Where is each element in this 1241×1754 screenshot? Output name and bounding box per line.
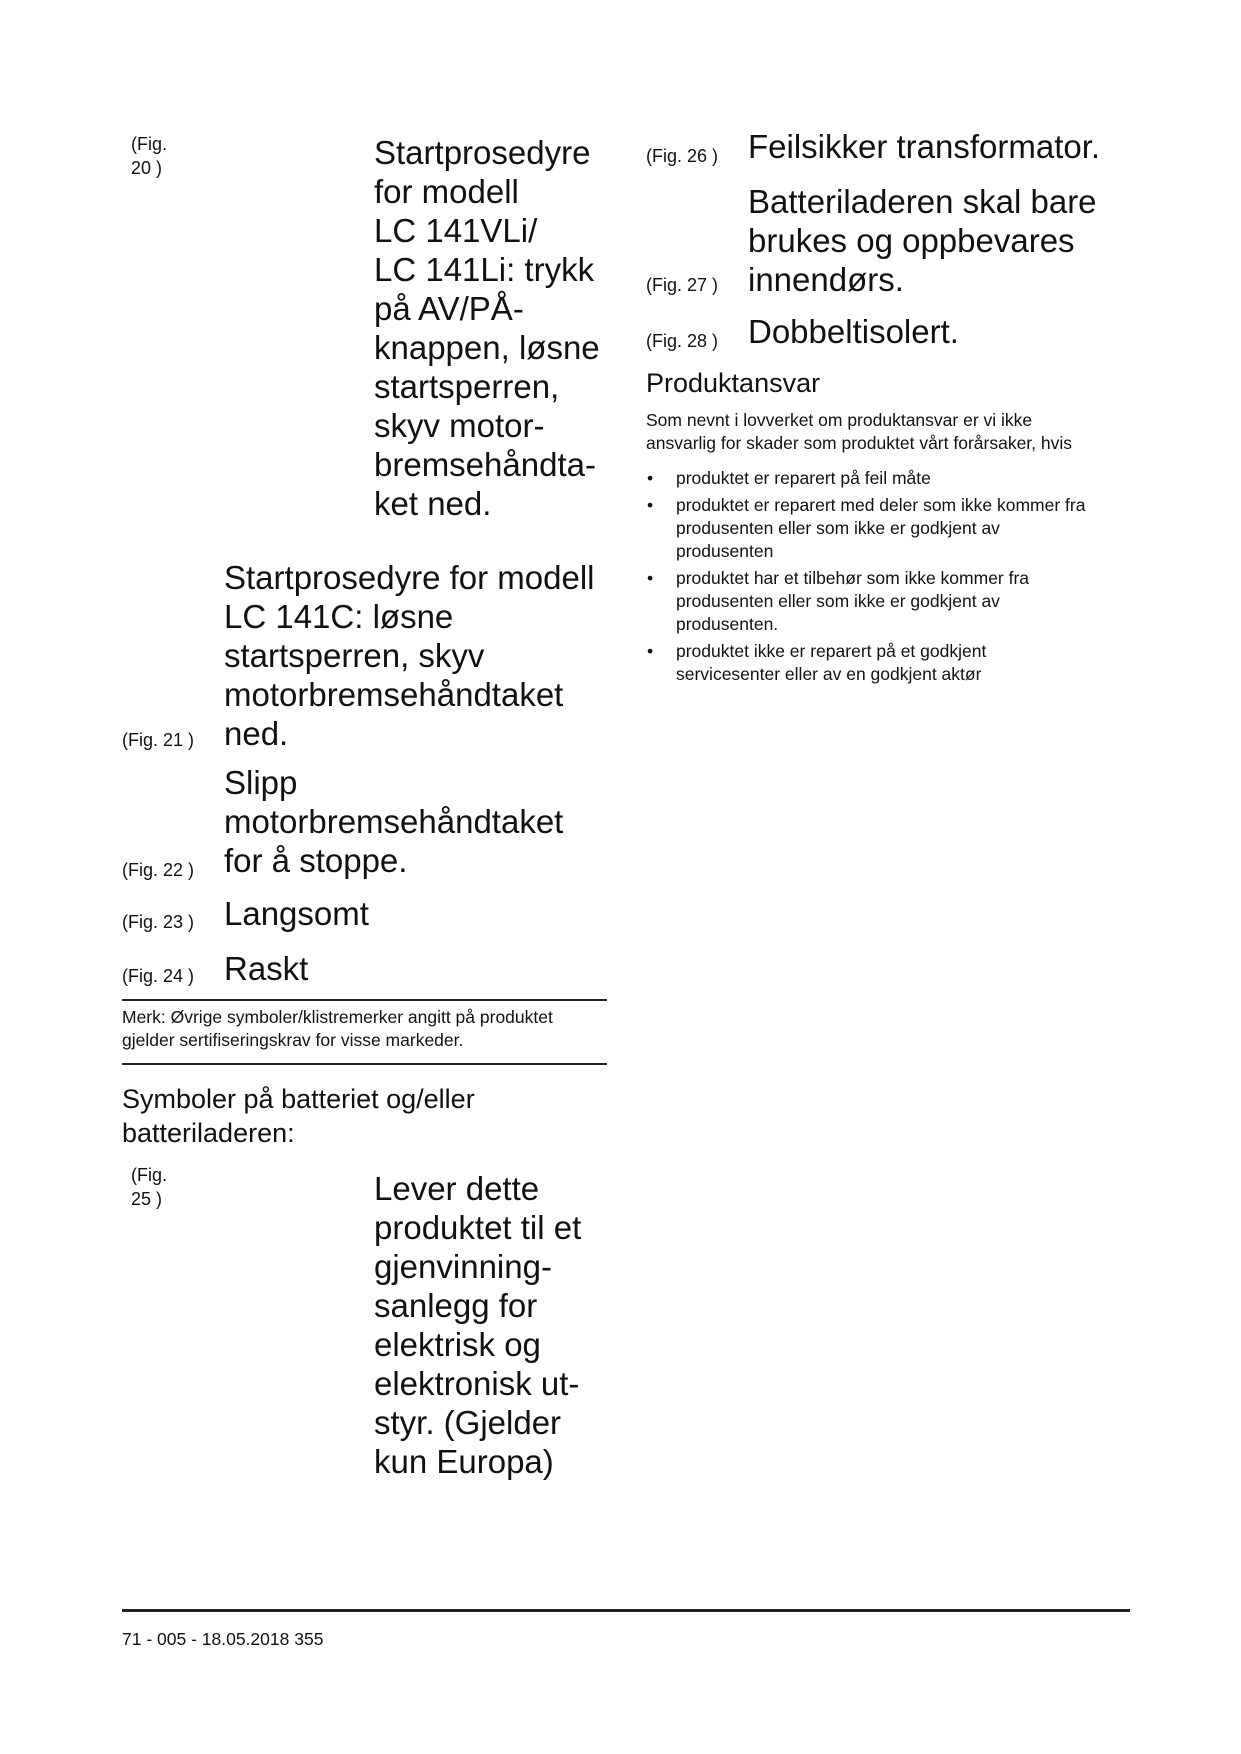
note-bottom-rule bbox=[122, 1063, 607, 1065]
fig-22-label: (Fig. 22 ) bbox=[122, 860, 195, 880]
list-item-text: produktet ikke er reparert på et godkjent servicesenter eller av en godkjent aktør bbox=[676, 641, 987, 684]
fig-26-caption: Feilsikker transformator. bbox=[748, 128, 1101, 165]
list-item bbox=[646, 467, 1126, 490]
product-liability-heading: Produktansvar bbox=[646, 368, 821, 398]
product-liability-intro: Som nevnt i lovverket om produktansvar er vi ikke ansvarlig for skader som produktet vårt forårsaker, hvis bbox=[646, 410, 1073, 453]
note-block bbox=[122, 1006, 612, 1052]
footer-rule bbox=[122, 1609, 1130, 1612]
fig-26-label: (Fig. 26 ) bbox=[646, 146, 719, 166]
fig-22-caption: Slipp motorbremsehåndtaket for å stoppe. bbox=[224, 764, 564, 879]
fig-20-label: (Fig. 20 ) bbox=[131, 134, 167, 178]
fig-21-label: (Fig. 21 ) bbox=[122, 730, 195, 750]
fig-27-caption: Batteriladeren skal bare brukes og oppbevares innendørs. bbox=[748, 183, 1097, 298]
footer-doc-ref: 71 - 005 - 18.05.2018 bbox=[122, 1629, 290, 1649]
footer bbox=[122, 1628, 323, 1651]
product-liability-list bbox=[646, 467, 1126, 690]
list-item bbox=[646, 640, 1126, 686]
fig-23-caption: Langsomt bbox=[224, 895, 369, 932]
fig-24-caption: Raskt bbox=[224, 950, 309, 987]
note-top-rule bbox=[122, 999, 607, 1001]
fig-24-label: (Fig. 24 ) bbox=[122, 966, 195, 986]
fig-21-caption: Startprosedyre for modell LC 141C: løsne startsperren, skyv motorbremsehåndtaket ned. bbox=[224, 559, 595, 752]
fig-28-caption: Dobbeltisolert. bbox=[748, 313, 959, 350]
fig-27-label: (Fig. 27 ) bbox=[646, 275, 719, 295]
page-number: 355 bbox=[294, 1629, 324, 1649]
list-item bbox=[646, 567, 1126, 636]
list-item-text: produktet er reparert på feil måte bbox=[676, 468, 931, 488]
list-item-text: produktet er reparert med deler som ikke kommer fra produsenten eller som ikke er godkjent av produsenten bbox=[676, 495, 1086, 561]
fig-25-caption: Lever dette produktet til et gjenvinning- sanlegg for elektrisk og elektronisk ut- styr. (Gjelder kun Europa) bbox=[374, 1170, 582, 1480]
fig-20-caption: Startprosedyre for modell LC 141VLi/ LC 141Li: trykk på AV/PÅ- knappen, løsne startsperren, skyv motor- bremsehåndta- ket ned. bbox=[374, 134, 600, 522]
list-item-text: produktet har et tilbehør som ikke kommer fra produsenten eller som ikke er godkjent av produsenten. bbox=[676, 568, 1030, 634]
list-item bbox=[646, 494, 1126, 563]
fig-25-label: (Fig. 25 ) bbox=[131, 1165, 167, 1209]
fig-23-label: (Fig. 23 ) bbox=[122, 912, 195, 932]
note-text: Øvrige symboler/klistremerker angitt på produktet gjelder sertifiseringskrav for visse markeder. bbox=[122, 1007, 553, 1050]
fig-28-label: (Fig. 28 ) bbox=[646, 331, 719, 351]
note-label: Merk: bbox=[122, 1007, 166, 1027]
battery-symbols-heading: Symboler på batteriet og/eller batteriladeren: bbox=[122, 1084, 475, 1148]
